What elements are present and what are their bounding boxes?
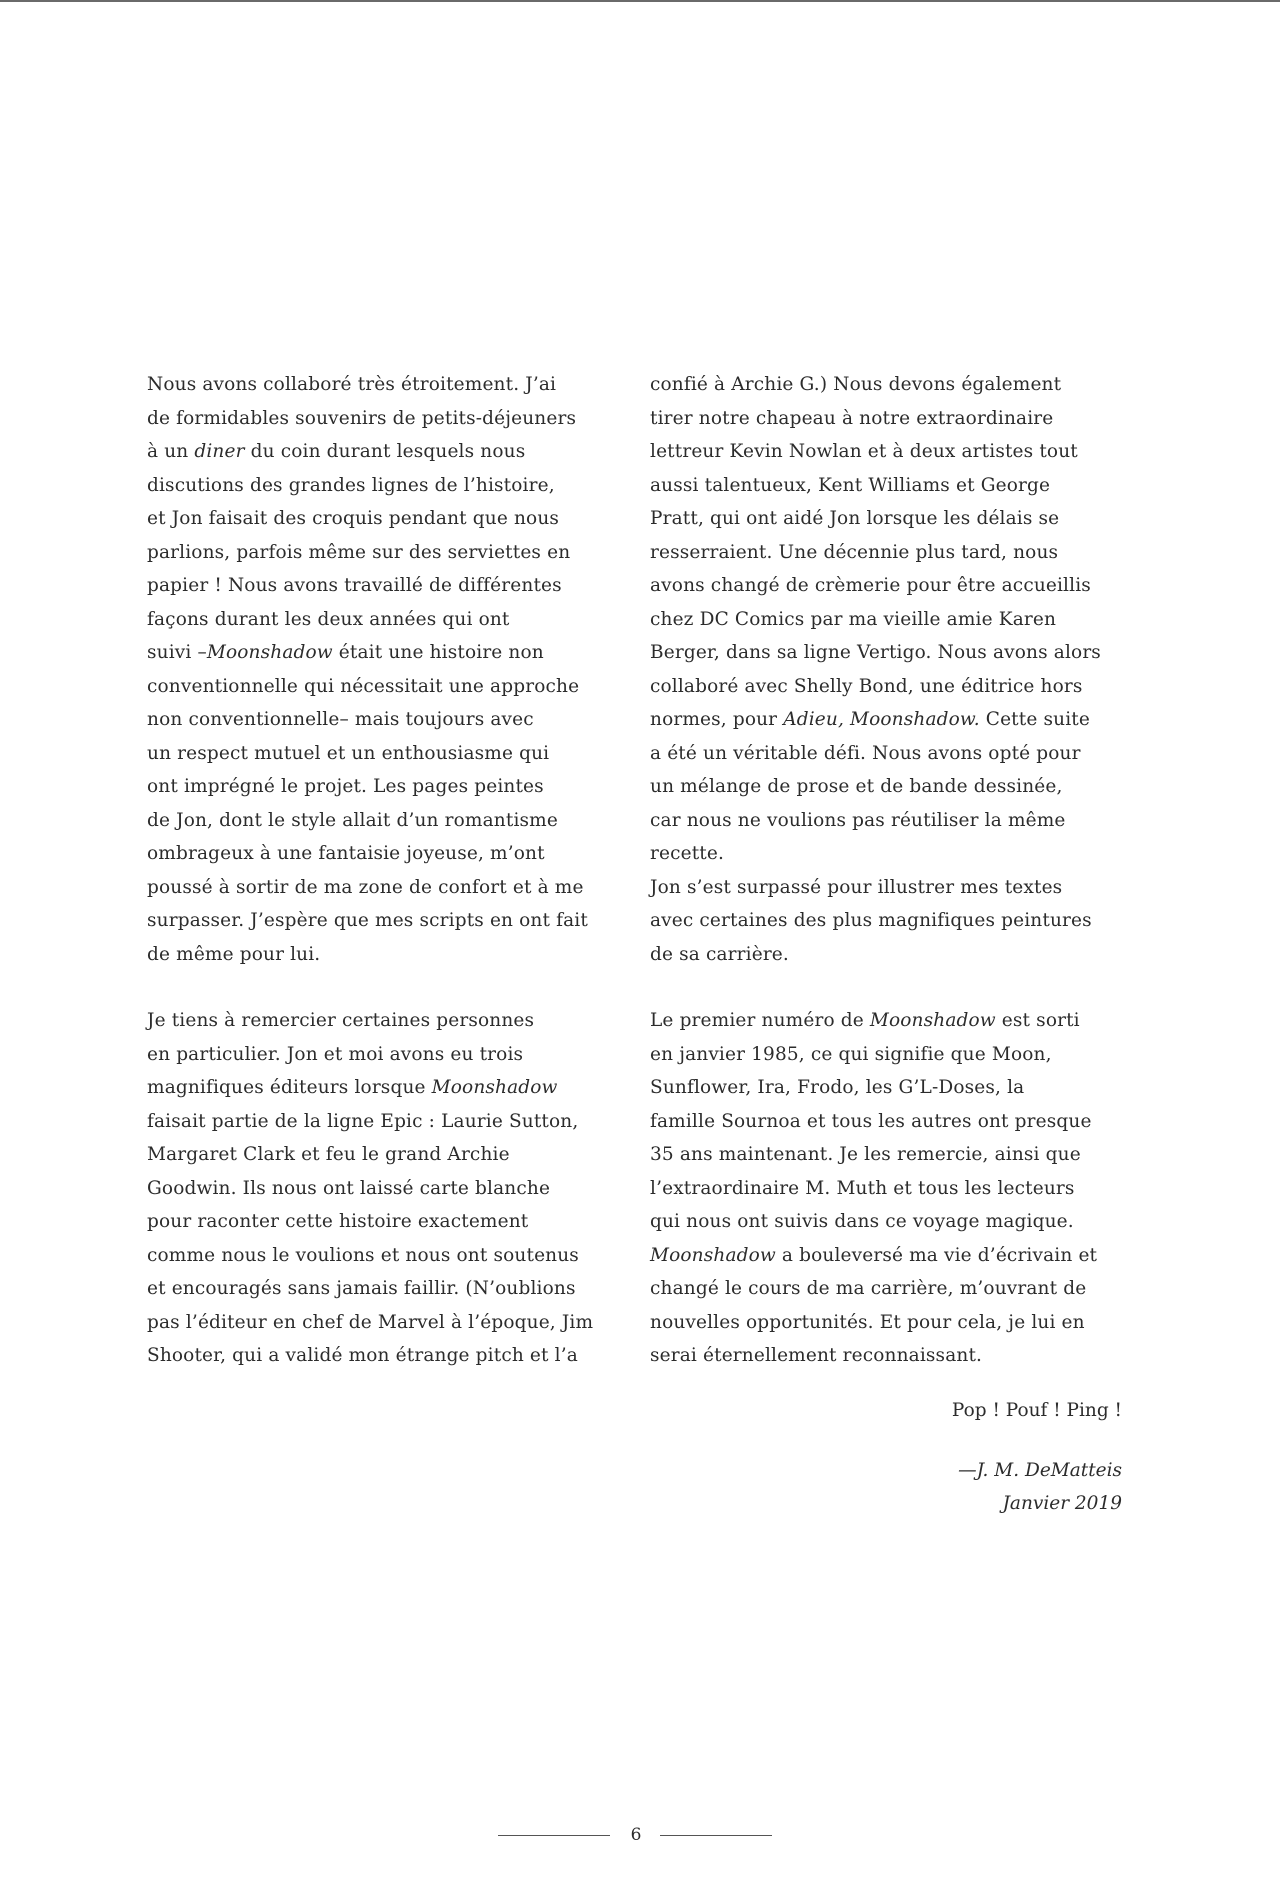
italic-title: Moonshadow [650,1244,776,1266]
text-run: recette. [650,843,724,864]
text-run: pas l’éditeur en chef de Marvel à l’époque, Jim [147,1311,594,1333]
text-line [147,368,588,402]
text-line [650,603,1101,637]
text-run: Goodwin. Ils nous ont laissé carte blanche [147,1177,551,1199]
left-column-paragraph-2 [147,1004,593,1373]
text-line [650,1272,1097,1306]
text-run: ombrageux à une fantaisie joyeuse, m’ont [147,843,545,864]
text-line [147,1205,593,1239]
text-line [650,435,1101,469]
text-run: faisait partie de la ligne Epic : Laurie Sutton, [147,1110,579,1132]
text-run: avec certaines des plus magnifiques peintures [650,910,1092,931]
text-line [650,1004,1097,1038]
text-line [147,1239,593,1273]
text-run: a bouleversé ma vie d’écrivain et [775,1244,1098,1266]
text-run: car nous ne voulions pas réutiliser la même [650,809,1066,831]
text-run: et encouragés sans jamais faillir. (N’oublions [147,1278,576,1299]
left-column-paragraph-1 [147,368,588,971]
text-run: est sorti [995,1010,1080,1031]
text-run: non conventionnelle– mais toujours avec [147,709,534,730]
text-run: confié à Archie G.) Nous devons également [650,374,1062,395]
text-run: aussi talentueux, Kent Williams et George [650,474,1051,496]
text-run: lettreur Kevin Nowlan et à deux artistes tout [650,441,1078,462]
text-run: comme nous le voulions et nous ont soutenus [147,1244,579,1266]
text-line [147,938,588,972]
text-run: du coin durant lesquels nous [244,441,526,462]
italic-title: diner [194,441,245,462]
text-run: poussé à sortir de ma zone de confort et à me [147,876,584,898]
text-run: resserraient. Une décennie plus tard, nous [650,541,1059,563]
top-border-rule [0,0,1280,2]
right-column-paragraph-1 [650,368,1101,971]
folio-rule-left [498,1835,610,1836]
text-run: Sunflower, Ira, Frodo, les G’L-Doses, la [650,1077,1025,1098]
italic-title: Moonshadow [431,1077,558,1098]
text-line [147,1272,593,1306]
text-line [650,569,1101,603]
text-run: Pratt, qui ont aidé Jon lorsque les délais se [650,508,1060,529]
text-run: a été un véritable défi. Nous avons opté pour [650,742,1081,764]
page-folio [0,1818,1280,1854]
text-line [650,1105,1097,1139]
text-line [650,1138,1097,1172]
signature-date: Janvier 2019 [1002,1493,1122,1514]
text-line [147,536,588,570]
text-run: Je tiens à remercier certaines personnes [147,1010,535,1031]
text-run: et Jon faisait des croquis pendant que nous [147,508,560,529]
text-run: Shooter, qui a validé mon étrange pitch et l’a [147,1345,578,1366]
text-line [147,502,588,536]
text-line [147,469,588,503]
text-run: surpasser. J’espère que mes scripts en ont fait [147,910,588,931]
text-run: ont imprégné le projet. Les pages peintes [147,776,544,797]
text-run: magnifiques éditeurs lorsque [147,1077,432,1098]
text-line [147,804,588,838]
text-line [147,603,588,637]
text-line [147,435,588,469]
text-run: Le premier numéro de [650,1010,870,1031]
text-run: de Jon, dont le style allait d’un romantisme [147,809,558,831]
text-line [650,703,1101,737]
text-run: serai éternellement reconnaissant. [650,1345,983,1366]
text-run: à un [147,441,195,462]
text-line [650,938,1101,972]
text-line [147,1172,593,1206]
text-run: Berger, dans sa ligne Vertigo. Nous avons alors [650,642,1101,663]
text-run: nouvelles opportunités. Et pour cela, je lui en [650,1311,1085,1333]
text-run: un respect mutuel et un enthousiasme qui [147,742,550,764]
text-line [147,1004,593,1038]
text-run: en particulier. Jon et moi avons eu trois [147,1043,524,1065]
text-line [650,670,1101,704]
text-run: 35 ans maintenant. Je les remercie, ainsi que [650,1144,1081,1165]
text-run: discutions des grandes lignes de l’histoire, [147,474,555,496]
text-run: Margaret Clark et feu le grand Archie [147,1144,510,1165]
text-run: Cette suite [979,709,1090,730]
italic-title: Moonshadow [206,642,333,663]
text-line [650,871,1101,905]
text-line [650,536,1101,570]
text-run: tirer notre chapeau à notre extraordinaire [650,407,1054,429]
text-line [650,1071,1097,1105]
text-line [147,1071,593,1105]
text-line [147,1038,593,1072]
text-line [650,402,1101,436]
text-line [147,703,588,737]
text-line [147,737,588,771]
text-line [147,636,588,670]
text-run: changé le cours de ma carrière, m’ouvrant de [650,1278,1087,1299]
italic-title: Moonshadow [869,1010,996,1031]
page-number: 6 [630,1825,642,1845]
text-line [650,1339,1097,1373]
text-line [650,1172,1097,1206]
text-line [147,770,588,804]
text-line [147,837,588,871]
text-run: suivi – [147,642,207,663]
text-run: normes, pour [650,709,784,730]
text-line [147,402,588,436]
text-line [650,1306,1097,1340]
text-run: Nous avons collaboré très étroitement. J’ai [147,374,557,395]
text-line [650,469,1101,503]
text-run: de même pour lui. [147,943,321,965]
text-run: un mélange de prose et de bande dessinée, [650,776,1063,797]
text-run: parlions, parfois même sur des serviettes en [147,541,571,563]
text-run: de sa carrière. [650,943,789,965]
closing-exclamation: Pop ! Pouf ! Ping ! [951,1400,1122,1421]
text-run: papier ! Nous avons travaillé de différentes [147,575,562,596]
text-run: en janvier 1985, ce qui signifie que Moon, [650,1043,1052,1065]
text-line [147,1339,593,1373]
text-run: chez DC Comics par ma vieille amie Karen [650,608,1057,630]
text-line [147,871,588,905]
text-run: famille Sournoa et tous les autres ont presque [650,1110,1092,1132]
text-line [147,904,588,938]
text-line [147,1306,593,1340]
text-run: collaboré avec Shelly Bond, une éditrice hors [650,675,1083,697]
text-line [650,636,1101,670]
text-line [650,770,1101,804]
text-line [650,737,1101,771]
text-line [650,502,1101,536]
text-run: conventionnelle qui nécessitait une approche [147,675,580,697]
text-run: façons durant les deux années qui ont [147,608,510,630]
text-line [650,1239,1097,1273]
text-line [650,1038,1097,1072]
text-run: qui nous ont suivis dans ce voyage magique. [650,1211,1074,1232]
text-run: de formidables souvenirs de petits-déjeuners [147,407,577,429]
text-line [147,1105,593,1139]
text-line [650,1205,1097,1239]
text-run: était une histoire non [332,642,544,663]
author-signature: —J. M. DeMatteis [958,1460,1122,1481]
text-line [650,904,1101,938]
text-line [147,1138,593,1172]
text-line [650,368,1101,402]
italic-title: Adieu, Moonshadow. [783,709,980,730]
text-line [147,569,588,603]
text-run: avons changé de crèmerie pour être accueillis [650,575,1091,596]
text-line [650,837,1101,871]
text-line [147,670,588,704]
text-run: Jon s’est surpassé pour illustrer mes textes [650,876,1063,898]
folio-rule-right [660,1835,772,1836]
text-line [650,804,1101,838]
right-column-paragraph-2 [650,1004,1097,1373]
text-run: pour raconter cette histoire exactement [147,1211,529,1232]
text-run: l’extraordinaire M. Muth et tous les lecteurs [650,1177,1075,1199]
